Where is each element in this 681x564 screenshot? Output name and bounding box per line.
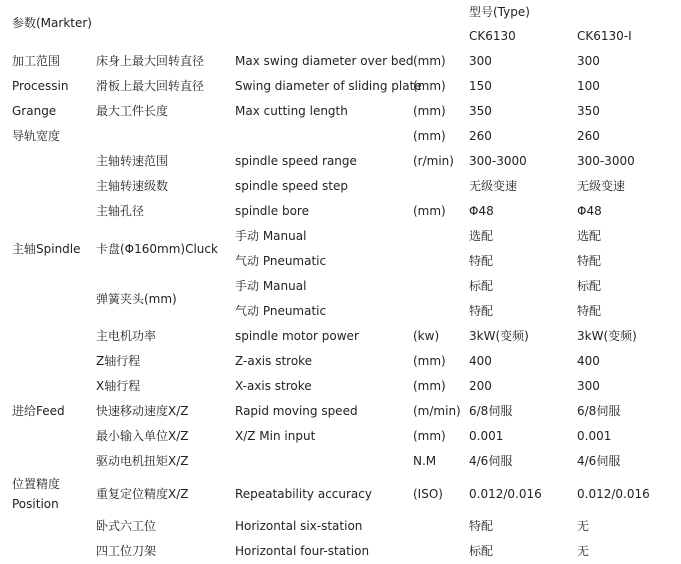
row-unit: (mm) (413, 79, 446, 93)
row-label-cn: 四工位刀架 (96, 544, 157, 558)
row-value-b: 无 (577, 544, 590, 558)
row-value-a: 300 (469, 54, 492, 68)
row-value-a: 260 (469, 129, 492, 143)
row-value-b: 3kW(变频) (577, 329, 637, 343)
row-value-a: 特配 (469, 519, 494, 533)
row-value-b: 300 (577, 54, 600, 68)
row-value-b: 6/8伺服 (577, 404, 621, 418)
row-unit: (mm) (413, 379, 446, 393)
row-value-b: 350 (577, 104, 600, 118)
row-value-a: 特配 (469, 304, 494, 318)
row-value-a: 选配 (469, 229, 494, 243)
row-value-b: 无 (577, 519, 590, 533)
row-unit: (mm) (413, 429, 446, 443)
row-value-a: 无级变速 (469, 179, 518, 193)
row-unit: N.M (413, 454, 437, 468)
row-label-en: spindle speed step (235, 179, 348, 193)
row-label-en: spindle bore (235, 204, 309, 218)
row-label-cn: X轴行程 (96, 379, 141, 393)
row-label-cn: 滑板上最大回转直径 (96, 79, 205, 93)
row-value-a: 300-3000 (469, 154, 527, 168)
row-label-cn: 主轴转速级数 (96, 179, 169, 193)
row-value-a: 4/6伺服 (469, 454, 513, 468)
category-processing: 加工范围 (12, 54, 61, 68)
row-value-b: 选配 (577, 229, 602, 243)
row-label-en: Z-axis stroke (235, 354, 313, 368)
row-value-b: 标配 (577, 279, 602, 293)
row-value-a: 0.001 (469, 429, 504, 443)
category-feed: 进给Feed (12, 404, 65, 418)
row-value-a: 特配 (469, 254, 494, 268)
row-value-b: Φ48 (577, 204, 602, 218)
row-unit: (ISO) (413, 487, 443, 501)
row-label-en: 手动 Manual (235, 229, 307, 243)
row-value-a: 标配 (469, 544, 494, 558)
category-position-en: Position (12, 497, 59, 511)
row-label-en: 气动 Pneumatic (235, 304, 327, 318)
row-label-en: Max swing diameter over bed (235, 54, 414, 68)
category-guide-width: 导轨宽度 (12, 129, 61, 143)
row-value-a: 3kW(变频) (469, 329, 529, 343)
row-unit: (mm) (413, 354, 446, 368)
row-label-en: X/Z Min input (235, 429, 316, 443)
row-label-en: spindle motor power (235, 329, 359, 343)
row-label-cn: 弹簧夹头(mm) (96, 292, 177, 306)
row-unit: (mm) (413, 204, 446, 218)
row-value-b: 无级变速 (577, 179, 626, 193)
row-label-en: Repeatability accuracy (235, 487, 372, 501)
model-b-header: CK6130-I (577, 29, 632, 43)
row-label-cn: 主轴孔径 (96, 204, 145, 218)
row-label-cn: 卧式六工位 (96, 519, 157, 533)
row-label-en: X-axis stroke (235, 379, 312, 393)
row-label-cn: 驱动电机扭矩X/Z (96, 454, 189, 468)
row-value-b: 260 (577, 129, 600, 143)
row-value-a: 200 (469, 379, 492, 393)
row-unit: (mm) (413, 104, 446, 118)
row-unit: (mm) (413, 129, 446, 143)
row-label-en: 气动 Pneumatic (235, 254, 327, 268)
row-value-b: 0.001 (577, 429, 612, 443)
row-value-b: 特配 (577, 254, 602, 268)
param-header: 参数(Markter) (12, 16, 92, 30)
row-value-b: 100 (577, 79, 600, 93)
row-value-b: 300 (577, 379, 600, 393)
category-processing-en-2: Grange (12, 104, 57, 118)
row-label-en: Swing diameter of sliding plate (235, 79, 422, 93)
category-spindle: 主轴Spindle (12, 242, 81, 256)
row-value-a: 6/8伺服 (469, 404, 513, 418)
row-value-b: 300-3000 (577, 154, 635, 168)
row-value-a: 350 (469, 104, 492, 118)
row-unit: (r/min) (413, 154, 454, 168)
row-value-a: 400 (469, 354, 492, 368)
row-label-cn: 床身上最大回转直径 (96, 54, 205, 68)
row-value-b: 特配 (577, 304, 602, 318)
row-label-en: Max cutting length (235, 104, 348, 118)
row-label-en: 手动 Manual (235, 279, 307, 293)
row-label-en: Rapid moving speed (235, 404, 358, 418)
row-value-b: 0.012/0.016 (577, 487, 650, 501)
model-a-header: CK6130 (469, 29, 516, 43)
row-label-cn: 主电机功率 (96, 329, 157, 343)
row-label-cn: Z轴行程 (96, 354, 141, 368)
row-value-a: 标配 (469, 279, 494, 293)
row-label-en: Horizontal four-station (235, 544, 370, 558)
row-value-b: 400 (577, 354, 600, 368)
row-label-cn: 主轴转速范围 (96, 154, 169, 168)
row-value-a: 0.012/0.016 (469, 487, 542, 501)
type-header: 型号(Type) (469, 5, 530, 19)
row-value-b: 4/6伺服 (577, 454, 621, 468)
row-unit: (kw) (413, 329, 440, 343)
row-label-cn: 重复定位精度X/Z (96, 487, 189, 501)
category-processing-en: Processin (12, 79, 69, 93)
row-value-a: 150 (469, 79, 492, 93)
row-label-cn: 最小输入单位X/Z (96, 429, 189, 443)
row-label-cn: 最大工件长度 (96, 104, 169, 118)
row-unit: (m/min) (413, 404, 461, 418)
row-value-a: Φ48 (469, 204, 494, 218)
category-position: 位置精度 (12, 477, 61, 491)
row-label-en: spindle speed range (235, 154, 357, 168)
row-label-en: Horizontal six-station (235, 519, 363, 533)
row-label-cn: 卡盘(Φ160mm)Cluck (96, 242, 218, 256)
row-unit: (mm) (413, 54, 446, 68)
row-label-cn: 快速移动速度X/Z (96, 404, 189, 418)
